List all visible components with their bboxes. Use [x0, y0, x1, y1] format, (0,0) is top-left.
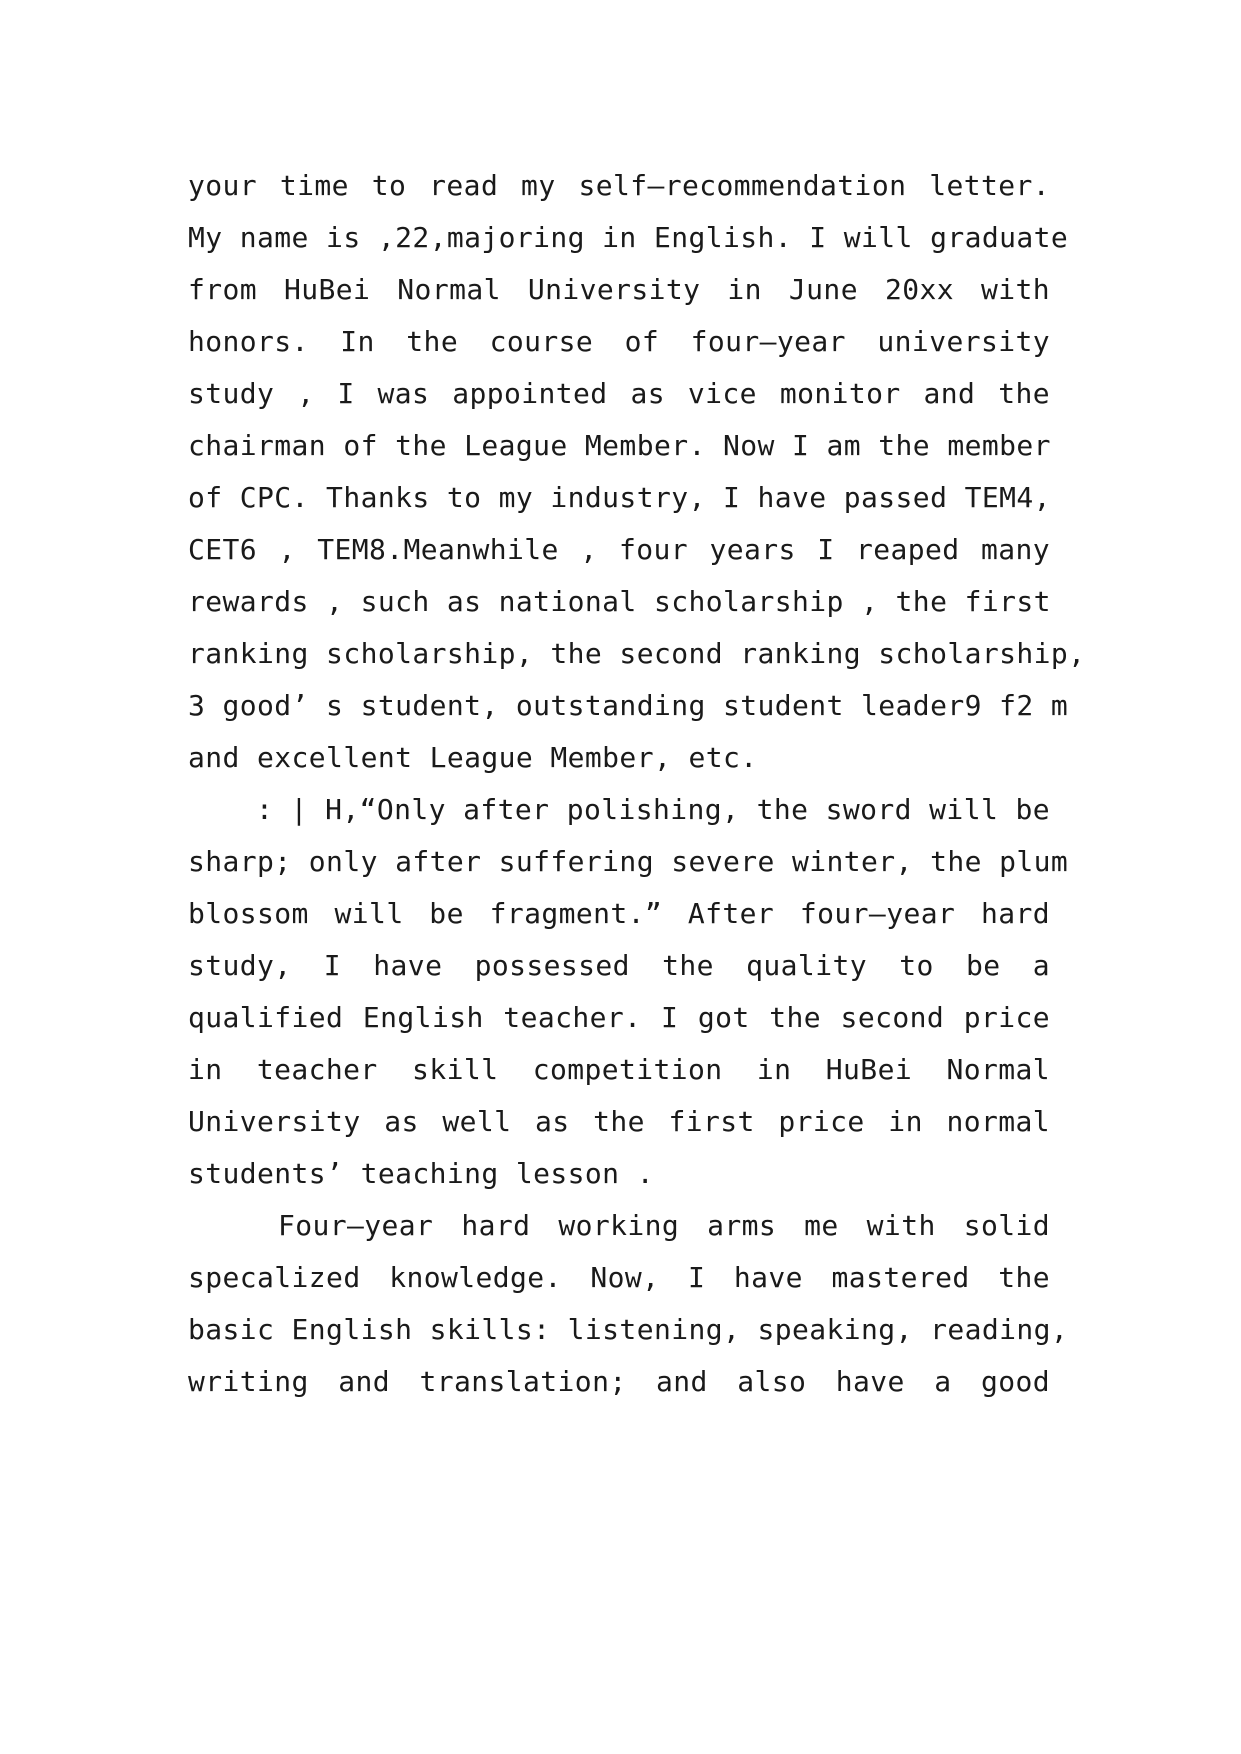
- text-line: and excellent League Member, etc.: [188, 741, 758, 774]
- text-line: : | H,“Only after polishing, the sword will be: [256, 793, 1050, 826]
- text-line: University as well as the first price in normal: [188, 1105, 1050, 1138]
- text-line: study, I have possessed the quality to be a: [188, 949, 1050, 982]
- text-line: My name is ,22,majoring in English. I will graduate: [188, 221, 1069, 254]
- text-line: study , I was appointed as vice monitor and the: [188, 377, 1050, 410]
- text-line: your time to read my self—recommendation letter.: [188, 169, 1050, 202]
- text-line: Four—year hard working arms me with solid: [278, 1209, 1050, 1242]
- text-line: 3 good’ s student, outstanding student leader9 f2 m: [188, 689, 1069, 722]
- text-line: from HuBei Normal University in June 20xx with: [188, 273, 1050, 306]
- text-line: CET6 , TEM8.Meanwhile , four years I reaped many: [188, 533, 1050, 566]
- text-line: basic English skills: listening, speaking, reading,: [188, 1313, 1069, 1346]
- text-line: writing and translation; and also have a good: [188, 1365, 1050, 1398]
- text-line: ranking scholarship, the second ranking scholarship,: [188, 637, 1086, 670]
- text-line: in teacher skill competition in HuBei Normal: [188, 1053, 1050, 1086]
- text-line: blossom will be fragment.” After four—year hard: [188, 897, 1050, 930]
- text-line: honors. In the course of four—year university: [188, 325, 1050, 358]
- text-line: sharp; only after suffering severe winter, the plum: [188, 845, 1069, 878]
- text-line: qualified English teacher. I got the second price: [188, 1001, 1050, 1034]
- text-line: rewards , such as national scholarship , the first: [188, 585, 1051, 618]
- text-line: students’ teaching lesson .: [188, 1157, 654, 1190]
- text-line: of CPC. Thanks to my industry, I have passed TEM4,: [188, 481, 1051, 514]
- text-line: chairman of the League Member. Now I am the member: [188, 429, 1051, 462]
- text-line: specalized knowledge. Now, I have mastered the: [188, 1261, 1050, 1294]
